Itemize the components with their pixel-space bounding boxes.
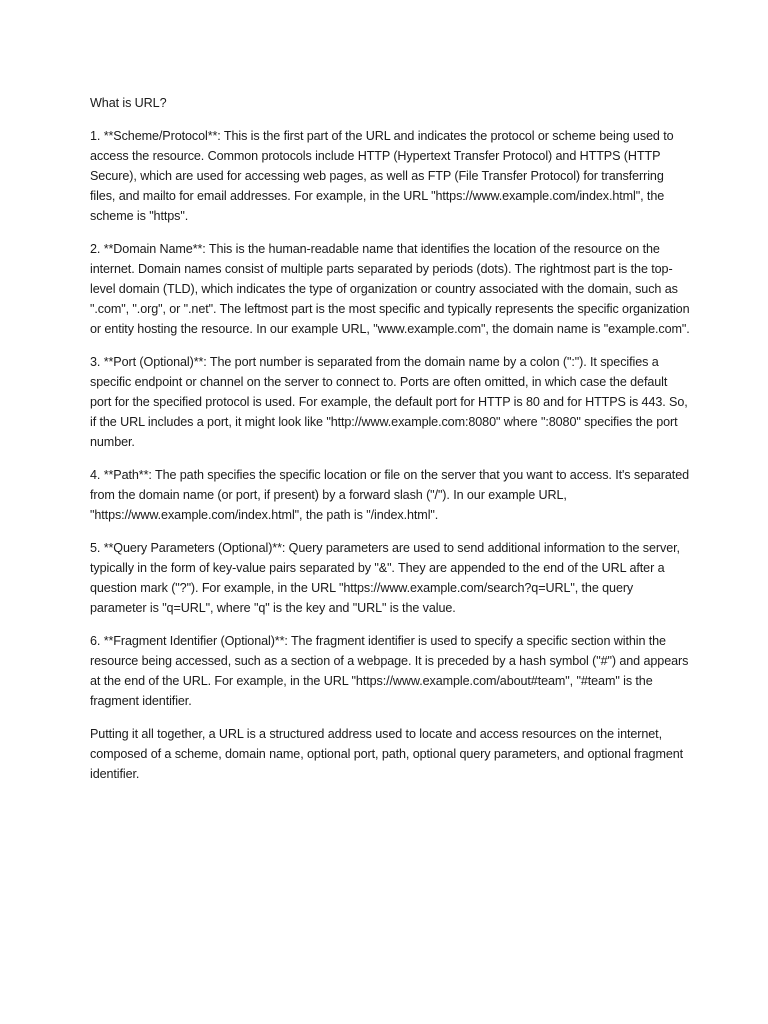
paragraph-path: 4. **Path**: The path specifies the specific location or file on the server that you want to access. It's separated from the domain name (or port, if present) by a forward slash ("/"). In our example URL, "https://www.example.com/index.html", the path is "/index.html". [90, 468, 690, 522]
paragraph-scheme: 1. **Scheme/Protocol**: This is the first part of the URL and indicates the protocol or scheme being used to access the resource. Common protocols include HTTP (Hypertext Transfer Protocol) and HTTPS (HTTP Secure), which are used for accessing web pages, as well as FTP (File Transfer Protocol) for transferring files, and mailto for email addresses. For example, in the URL "https://www.example.com/index.html", the scheme is "https". [90, 129, 674, 223]
document-body [90, 93, 690, 797]
paragraph-fragment-identifier: 6. **Fragment Identifier (Optional)**: The fragment identifier is used to specify a specific section within the resource being accessed, such as a section of a webpage. It is preceded by a hash symbol ("#") and appears at the end of the URL. For example, in the URL "https://www.example.com/about#team", "#team" is the fragment identifier. [90, 634, 689, 708]
paragraph-domain-name: 2. **Domain Name**: This is the human-readable name that identifies the location of the resource on the internet. Domain names consist of multiple parts separated by periods (dots). The rightmost part is the top-level domain (TLD), which indicates the type of organization or country associated with the domain, such as ".com", ".org", or ".net". The leftmost part is the most specific and typically represents the specific organization or entity hosting the resource. In our example URL, "www.example.com", the domain name is "example.com". [90, 242, 690, 336]
document-title: What is URL? [90, 96, 167, 110]
paragraph-port: 3. **Port (Optional)**: The port number is separated from the domain name by a colon (":"). It specifies a specific endpoint or channel on the server to connect to. Ports are often omitted, in which case the default port for the specified protocol is used. For example, the default port for HTTP is 80 and for HTTPS is 443. So, if the URL includes a port, it might look like "http://www.example.com:8080" where ":8080" specifies the port number. [90, 355, 688, 449]
paragraph-summary: Putting it all together, a URL is a structured address used to locate and access resources on the internet, composed of a scheme, domain name, optional port, path, optional query parameters, and optional fragment identifier. [90, 727, 684, 781]
paragraph-query-parameters: 5. **Query Parameters (Optional)**: Query parameters are used to send additional information to the server, typically in the form of key-value pairs separated by "&". They are appended to the end of the URL after a question mark ("?"). For example, in the URL "https://www.example.com/search?q=URL", the query parameter is "q=URL", where "q" is the key and "URL" is the value. [90, 541, 680, 615]
